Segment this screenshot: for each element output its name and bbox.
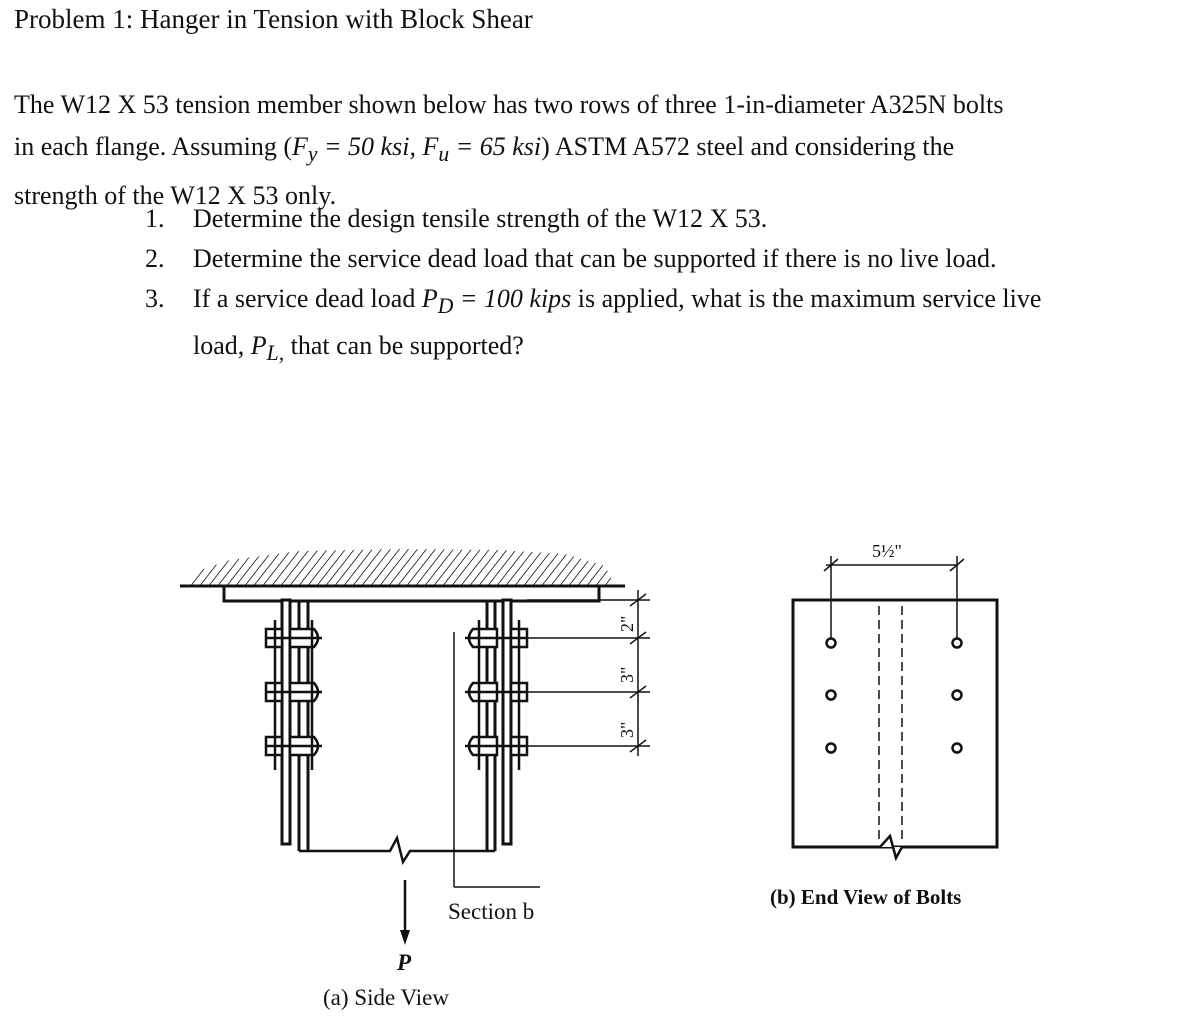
right-bolt-2 (465, 683, 527, 701)
bolt-hole-left-1 (827, 639, 836, 648)
break-line (299, 838, 495, 862)
dimension-3in-lower: 3" (617, 721, 637, 738)
dimension-2in: 2" (617, 615, 637, 632)
fy-letter: F (292, 132, 308, 161)
pd-letter: P (421, 284, 438, 313)
fy-subscript: y (307, 142, 318, 167)
pl-letter: P (250, 331, 267, 361)
left-bolts (266, 620, 322, 770)
statement-line-1: The W12 X 53 tension member shown below has two rows of three 1-in-diameter A325N bolts (14, 90, 1004, 119)
fu-value: = 65 ksi (449, 132, 542, 161)
question-2-text: Determine the service dead load that can be supported if there is no live load. (193, 244, 997, 273)
question-3-text-d: that can be supported? (284, 331, 524, 361)
question-1-number: 1. (145, 204, 165, 233)
right-bolt-1 (465, 629, 527, 647)
bolt-hole-left-2 (827, 691, 836, 700)
right-bolt-3 (465, 737, 527, 755)
side-view-caption: (a) Side View (323, 985, 449, 1010)
statement-line-2-start: in each flange. Assuming ( (14, 132, 292, 161)
statement-line-3: strength of the W12 X 53 only. (14, 181, 337, 211)
fy-value: = 50 ksi, (317, 132, 423, 161)
gauge-dimension: 5½" (872, 541, 902, 561)
bolt-hole-right-3 (953, 744, 962, 753)
fu-subscript: u (438, 142, 450, 167)
pd-subscript: D (437, 294, 454, 319)
side-view (180, 549, 650, 1010)
top-plate (224, 586, 599, 601)
question-2-number: 2. (145, 244, 165, 273)
bolt-hole-left-3 (827, 744, 836, 753)
fu-letter: F (422, 132, 439, 161)
bolt-hole-right-2 (953, 691, 962, 700)
end-view (770, 541, 997, 909)
load-p-label: P (397, 950, 412, 975)
end-view-flange (793, 600, 997, 847)
pd-value: = 100 kips (453, 284, 572, 313)
dimension-3in-upper: 3" (617, 666, 637, 683)
end-view-caption: (b) End View of Bolts (770, 885, 962, 909)
question-3-number: 3. (145, 284, 165, 313)
right-bolts (465, 620, 527, 770)
question-1-text: Determine the design tensile strength of the W12 X 53. (193, 204, 768, 233)
question-3-text-a: If a service dead load (193, 284, 422, 313)
section-b-label: Section b (448, 899, 535, 924)
statement-line-2-end: ) ASTM A572 steel and considering the (541, 132, 955, 161)
question-3-text-c: load, (193, 331, 251, 361)
ceiling-hatch (185, 549, 615, 586)
pl-subscript: L, (266, 341, 285, 366)
question-3-text-b: is applied, what is the maximum service live (571, 284, 1042, 313)
problem-title: Problem 1: Hanger in Tension with Block Shear (14, 4, 533, 34)
bolt-hole-right-1 (953, 639, 962, 648)
load-arrow-head (400, 930, 410, 945)
